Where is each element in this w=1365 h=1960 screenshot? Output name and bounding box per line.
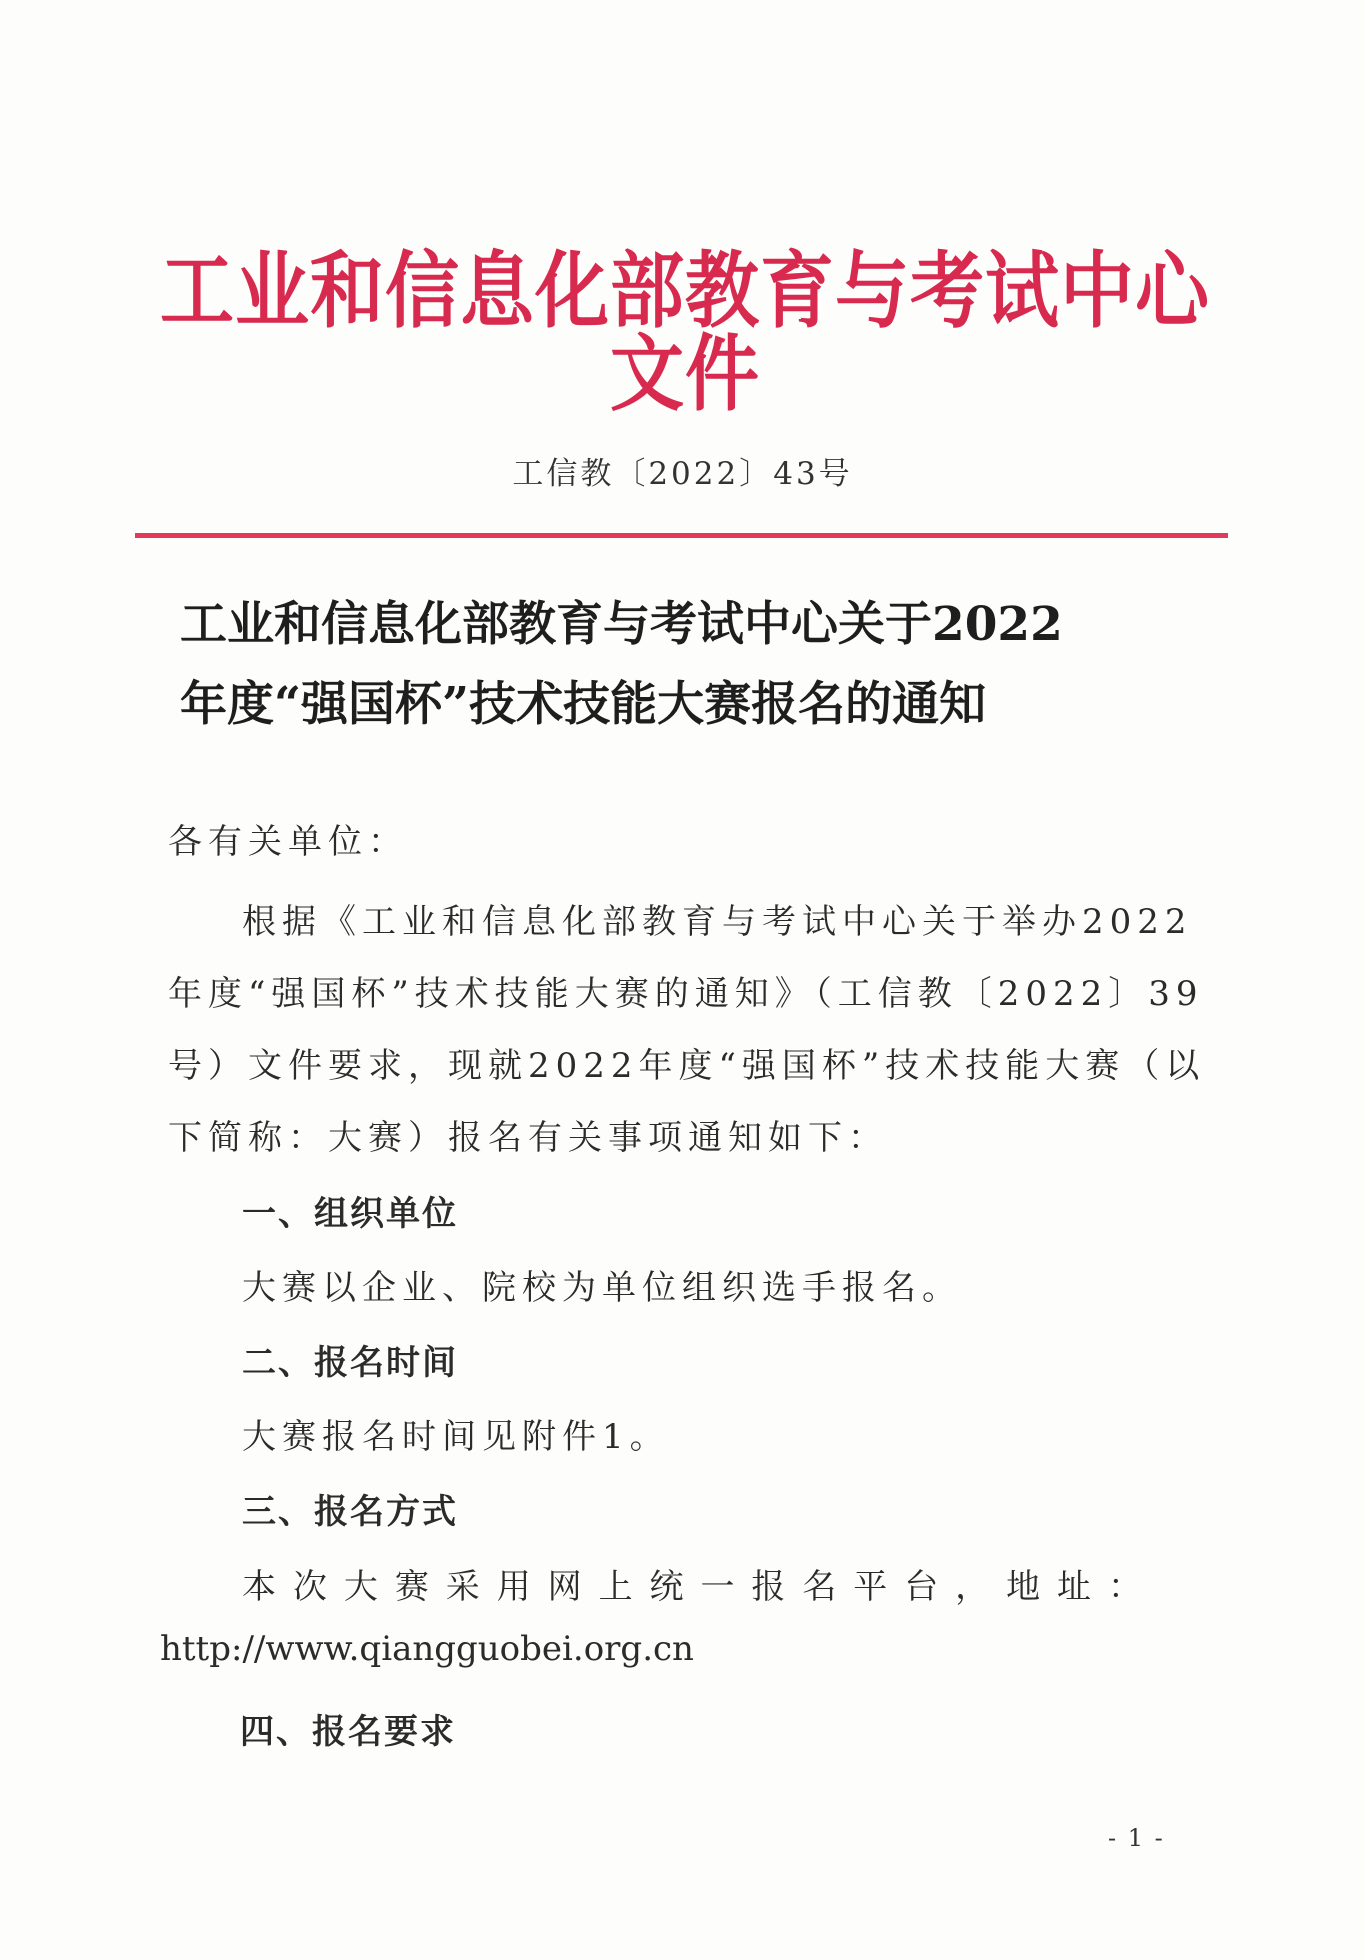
section-text-1: 大赛以企业、院校为单位组织选手报名。 <box>242 1268 962 1308</box>
spaced-char: 大 <box>343 1567 378 1607</box>
spaced-char: 一 <box>700 1567 735 1607</box>
document-number: 工信教〔2022〕43号 <box>512 456 853 492</box>
registration-url: http://www.qiangguobei.org.cn <box>160 1629 694 1669</box>
spaced-char: 平 <box>853 1567 888 1607</box>
title-line-1: 工业和信息化部教育与考试中心关于2022 <box>180 597 1063 652</box>
spaced-char: 台 <box>904 1567 939 1607</box>
page-number: - 1 - <box>1108 1824 1165 1852</box>
spaced-char: 赛 <box>394 1567 429 1607</box>
spaced-char: 采 <box>445 1567 480 1607</box>
section-heading-4: 四、报名要求 <box>240 1712 456 1752</box>
intro-line-3: 号）文件要求，现就2022年度“强国杯”技术技能大赛（以 <box>168 1046 1206 1086</box>
spaced-char: 用 <box>496 1567 531 1607</box>
intro-line-4: 下简称：大赛）报名有关事项通知如下： <box>168 1118 888 1158</box>
spaced-char: 统 <box>649 1567 684 1607</box>
section-heading-3: 三、报名方式 <box>242 1492 458 1532</box>
spaced-char: 本 <box>242 1567 276 1607</box>
salutation: 各有关单位： <box>168 822 408 862</box>
masthead-title: 工业和信息化部教育与考试中心文件 <box>160 243 1210 423</box>
section-text-3 <box>242 1559 1142 1608</box>
spaced-char: 名 <box>802 1567 837 1607</box>
spaced-char: 地 <box>1006 1567 1041 1607</box>
spaced-char: 报 <box>751 1567 786 1607</box>
intro-line-2: 年度“强国杯”技术技能大赛的通知》（工信教〔2022〕39 <box>168 974 1204 1014</box>
title-line-2: 年度“强国杯”技术技能大赛报名的通知 <box>180 677 987 732</box>
spaced-char: 址 <box>1057 1567 1091 1607</box>
red-divider-line <box>135 533 1228 538</box>
spaced-char: ， <box>955 1567 990 1607</box>
spaced-char: 上 <box>598 1567 633 1607</box>
spaced-char: 网 <box>547 1567 582 1607</box>
section-text-2: 大赛报名时间见附件1。 <box>242 1417 670 1457</box>
spaced-char: 次 <box>292 1567 327 1607</box>
section-heading-1: 一、组织单位 <box>242 1194 458 1234</box>
notice-title <box>150 585 1220 745</box>
section-heading-2: 二、报名时间 <box>242 1343 458 1383</box>
intro-line-1: 根据《工业和信息化部教育与考试中心关于举办2022 <box>242 902 1193 942</box>
spaced-char: ： <box>1107 1567 1142 1607</box>
